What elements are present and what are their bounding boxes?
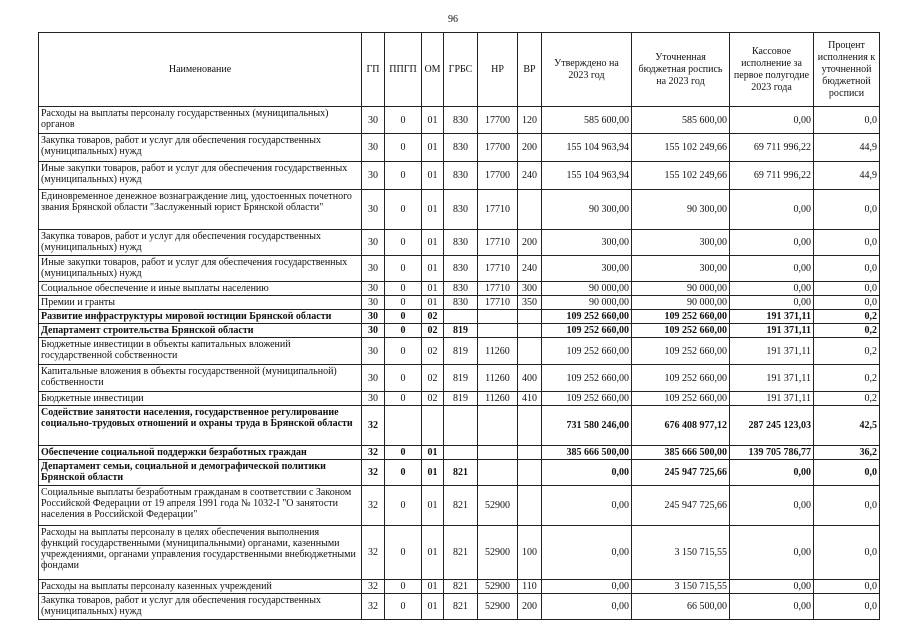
cell-cash: 0,00 <box>730 486 814 526</box>
budget-table <box>38 32 880 620</box>
cell-grbs: 819 <box>444 324 478 338</box>
cell-name: Расходы на выплаты персоналу казенных учреждений <box>39 580 362 594</box>
cell-refined: 155 102 249,66 <box>632 134 730 162</box>
cell-gp: 30 <box>362 134 385 162</box>
table-row <box>39 256 880 282</box>
cell-gp: 32 <box>362 446 385 460</box>
header-grbs: ГРБС <box>444 33 478 107</box>
cell-nr: 17710 <box>478 230 518 256</box>
cell-om <box>422 406 444 446</box>
cell-percent: 42,5 <box>814 406 880 446</box>
table-row <box>39 230 880 256</box>
cell-refined: 385 666 500,00 <box>632 446 730 460</box>
cell-percent: 0,0 <box>814 526 880 580</box>
cell-percent: 0,2 <box>814 324 880 338</box>
cell-nr: 52900 <box>478 486 518 526</box>
cell-om: 01 <box>422 446 444 460</box>
cell-refined: 90 300,00 <box>632 190 730 230</box>
cell-percent: 44,9 <box>814 134 880 162</box>
cell-ppgp <box>385 406 422 446</box>
cell-grbs: 830 <box>444 256 478 282</box>
cell-grbs: 821 <box>444 580 478 594</box>
cell-refined: 109 252 660,00 <box>632 365 730 392</box>
cell-cash: 0,00 <box>730 526 814 580</box>
cell-grbs <box>444 310 478 324</box>
table-row <box>39 392 880 406</box>
table-row <box>39 296 880 310</box>
header-ppgp: ППГП <box>385 33 422 107</box>
cell-approved: 90 000,00 <box>542 282 632 296</box>
cell-ppgp: 0 <box>385 190 422 230</box>
cell-gp: 32 <box>362 460 385 486</box>
cell-vr: 240 <box>518 162 542 190</box>
cell-gp: 30 <box>362 256 385 282</box>
cell-ppgp: 0 <box>385 460 422 486</box>
cell-om: 02 <box>422 324 444 338</box>
cell-name: Бюджетные инвестиции <box>39 392 362 406</box>
cell-vr: 110 <box>518 580 542 594</box>
cell-ppgp: 0 <box>385 580 422 594</box>
cell-refined: 109 252 660,00 <box>632 392 730 406</box>
cell-grbs: 830 <box>444 282 478 296</box>
table-row <box>39 594 880 620</box>
header-name: Наименование <box>39 33 362 107</box>
cell-nr: 17710 <box>478 256 518 282</box>
cell-approved: 731 580 246,00 <box>542 406 632 446</box>
cell-grbs: 830 <box>444 162 478 190</box>
cell-gp: 32 <box>362 580 385 594</box>
cell-refined: 90 000,00 <box>632 296 730 310</box>
cell-vr: 100 <box>518 526 542 580</box>
cell-om: 01 <box>422 486 444 526</box>
cell-vr: 240 <box>518 256 542 282</box>
cell-cash: 0,00 <box>730 296 814 310</box>
cell-ppgp: 0 <box>385 526 422 580</box>
cell-approved: 90 000,00 <box>542 296 632 310</box>
cell-refined: 245 947 725,66 <box>632 460 730 486</box>
cell-om: 01 <box>422 580 444 594</box>
cell-cash: 0,00 <box>730 230 814 256</box>
cell-approved: 0,00 <box>542 580 632 594</box>
cell-nr: 17700 <box>478 107 518 134</box>
table-row <box>39 526 880 580</box>
cell-gp: 30 <box>362 365 385 392</box>
cell-gp: 32 <box>362 406 385 446</box>
cell-gp: 30 <box>362 282 385 296</box>
cell-name: Закупка товаров, работ и услуг для обеспечения государственных (муниципальных) нужд <box>39 594 362 620</box>
cell-cash: 0,00 <box>730 460 814 486</box>
cell-grbs: 830 <box>444 134 478 162</box>
cell-name: Обеспечение социальной поддержки безработных граждан <box>39 446 362 460</box>
cell-vr <box>518 310 542 324</box>
cell-grbs: 830 <box>444 107 478 134</box>
cell-vr <box>518 446 542 460</box>
cell-name: Департамент строительства Брянской области <box>39 324 362 338</box>
cell-cash: 69 711 996,22 <box>730 162 814 190</box>
header-cash: Кассовое исполнение за первое полугодие 2023 года <box>730 33 814 107</box>
cell-percent: 0,2 <box>814 392 880 406</box>
cell-om: 02 <box>422 338 444 365</box>
cell-vr: 410 <box>518 392 542 406</box>
cell-om: 01 <box>422 460 444 486</box>
table-row <box>39 460 880 486</box>
cell-nr: 11260 <box>478 338 518 365</box>
table-row <box>39 310 880 324</box>
cell-grbs <box>444 446 478 460</box>
cell-nr <box>478 446 518 460</box>
table-header-row <box>39 33 880 107</box>
cell-vr: 400 <box>518 365 542 392</box>
cell-om: 02 <box>422 392 444 406</box>
cell-ppgp: 0 <box>385 324 422 338</box>
table-body <box>39 107 880 620</box>
cell-refined: 109 252 660,00 <box>632 338 730 365</box>
cell-nr: 17710 <box>478 296 518 310</box>
cell-ppgp: 0 <box>385 134 422 162</box>
cell-cash: 0,00 <box>730 190 814 230</box>
cell-grbs: 830 <box>444 230 478 256</box>
cell-ppgp: 0 <box>385 282 422 296</box>
header-refined: Уточненная бюджетная роспись на 2023 год <box>632 33 730 107</box>
cell-nr: 52900 <box>478 594 518 620</box>
cell-grbs <box>444 406 478 446</box>
cell-percent: 0,0 <box>814 282 880 296</box>
cell-name: Содействие занятости населения, государственное регулирование социально-трудовых отношений и охраны труда в Брянской области <box>39 406 362 446</box>
cell-nr <box>478 324 518 338</box>
cell-name: Закупка товаров, работ и услуг для обеспечения государственных (муниципальных) нужд <box>39 134 362 162</box>
cell-gp: 30 <box>362 107 385 134</box>
cell-om: 02 <box>422 310 444 324</box>
cell-approved: 109 252 660,00 <box>542 392 632 406</box>
cell-grbs: 821 <box>444 460 478 486</box>
cell-grbs: 821 <box>444 526 478 580</box>
cell-nr: 17710 <box>478 190 518 230</box>
cell-vr: 200 <box>518 134 542 162</box>
table-row <box>39 486 880 526</box>
header-gp: ГП <box>362 33 385 107</box>
cell-cash: 0,00 <box>730 580 814 594</box>
cell-percent: 0,2 <box>814 310 880 324</box>
cell-vr <box>518 190 542 230</box>
cell-ppgp: 0 <box>385 365 422 392</box>
cell-nr: 11260 <box>478 365 518 392</box>
cell-cash: 139 705 786,77 <box>730 446 814 460</box>
cell-refined: 155 102 249,66 <box>632 162 730 190</box>
cell-nr: 17710 <box>478 282 518 296</box>
cell-gp: 30 <box>362 392 385 406</box>
cell-approved: 585 600,00 <box>542 107 632 134</box>
cell-cash: 0,00 <box>730 594 814 620</box>
cell-percent: 0,0 <box>814 580 880 594</box>
cell-nr: 17700 <box>478 134 518 162</box>
cell-gp: 30 <box>362 338 385 365</box>
header-percent: Процент исполнения к уточненной бюджетной росписи <box>814 33 880 107</box>
cell-cash: 191 371,11 <box>730 310 814 324</box>
cell-grbs: 830 <box>444 190 478 230</box>
cell-approved: 109 252 660,00 <box>542 338 632 365</box>
table-row <box>39 107 880 134</box>
cell-name: Иные закупки товаров, работ и услуг для обеспечения государственных (муниципальных) нужд <box>39 256 362 282</box>
cell-cash: 69 711 996,22 <box>730 134 814 162</box>
header-vr: ВР <box>518 33 542 107</box>
cell-name: Развитие инфраструктуры мировой юстиции Брянской области <box>39 310 362 324</box>
table-row <box>39 134 880 162</box>
cell-nr: 52900 <box>478 526 518 580</box>
cell-ppgp: 0 <box>385 162 422 190</box>
cell-vr: 200 <box>518 594 542 620</box>
cell-ppgp: 0 <box>385 107 422 134</box>
cell-refined: 300,00 <box>632 256 730 282</box>
cell-percent: 0,0 <box>814 230 880 256</box>
cell-refined: 3 150 715,55 <box>632 580 730 594</box>
cell-approved: 155 104 963,94 <box>542 162 632 190</box>
cell-approved: 0,00 <box>542 594 632 620</box>
cell-grbs: 819 <box>444 365 478 392</box>
cell-vr <box>518 406 542 446</box>
cell-refined: 90 000,00 <box>632 282 730 296</box>
cell-approved: 0,00 <box>542 526 632 580</box>
cell-nr: 52900 <box>478 580 518 594</box>
cell-vr: 300 <box>518 282 542 296</box>
cell-vr <box>518 460 542 486</box>
cell-om: 01 <box>422 134 444 162</box>
cell-name: Расходы на выплаты персоналу в целях обеспечения выполнения функций государственными (муниципальными) органами, казенными учреждениями, органами управления государственными внебюджетными фондами <box>39 526 362 580</box>
cell-refined: 585 600,00 <box>632 107 730 134</box>
header-approved: Утверждено на 2023 год <box>542 33 632 107</box>
cell-gp: 30 <box>362 230 385 256</box>
cell-nr <box>478 406 518 446</box>
cell-approved: 109 252 660,00 <box>542 310 632 324</box>
cell-grbs: 821 <box>444 594 478 620</box>
cell-ppgp: 0 <box>385 446 422 460</box>
cell-vr: 200 <box>518 230 542 256</box>
table-row <box>39 446 880 460</box>
cell-gp: 30 <box>362 310 385 324</box>
cell-approved: 109 252 660,00 <box>542 324 632 338</box>
cell-cash: 191 371,11 <box>730 392 814 406</box>
cell-approved: 385 666 500,00 <box>542 446 632 460</box>
cell-ppgp: 0 <box>385 310 422 324</box>
cell-grbs: 821 <box>444 486 478 526</box>
cell-percent: 36,2 <box>814 446 880 460</box>
cell-ppgp: 0 <box>385 486 422 526</box>
cell-grbs: 830 <box>444 296 478 310</box>
cell-refined: 109 252 660,00 <box>632 324 730 338</box>
cell-cash: 191 371,11 <box>730 365 814 392</box>
cell-om: 01 <box>422 594 444 620</box>
cell-om: 01 <box>422 296 444 310</box>
cell-name: Иные закупки товаров, работ и услуг для обеспечения государственных (муниципальных) нужд <box>39 162 362 190</box>
cell-om: 01 <box>422 190 444 230</box>
cell-gp: 32 <box>362 486 385 526</box>
cell-nr <box>478 310 518 324</box>
cell-gp: 30 <box>362 296 385 310</box>
cell-percent: 0,0 <box>814 594 880 620</box>
table-row <box>39 406 880 446</box>
cell-cash: 0,00 <box>730 107 814 134</box>
cell-name: Расходы на выплаты персоналу государственных (муниципальных) органов <box>39 107 362 134</box>
cell-om: 01 <box>422 282 444 296</box>
cell-cash: 0,00 <box>730 256 814 282</box>
cell-cash: 191 371,11 <box>730 324 814 338</box>
table-row <box>39 282 880 296</box>
cell-name: Департамент семьи, социальной и демографической политики Брянской области <box>39 460 362 486</box>
cell-approved: 90 300,00 <box>542 190 632 230</box>
cell-cash: 191 371,11 <box>730 338 814 365</box>
cell-percent: 44,9 <box>814 162 880 190</box>
cell-name: Капитальные вложения в объекты государственной (муниципальной) собственности <box>39 365 362 392</box>
cell-approved: 155 104 963,94 <box>542 134 632 162</box>
cell-vr <box>518 338 542 365</box>
cell-ppgp: 0 <box>385 296 422 310</box>
cell-percent: 0,2 <box>814 365 880 392</box>
cell-om: 01 <box>422 256 444 282</box>
table-row <box>39 324 880 338</box>
cell-om: 01 <box>422 526 444 580</box>
cell-nr: 17700 <box>478 162 518 190</box>
cell-name: Бюджетные инвестиции в объекты капитальных вложений государственной собственности <box>39 338 362 365</box>
table-row <box>39 162 880 190</box>
cell-om: 02 <box>422 365 444 392</box>
page-number: 96 <box>448 14 458 25</box>
cell-name: Социальное обеспечение и иные выплаты населению <box>39 282 362 296</box>
header-nr: НР <box>478 33 518 107</box>
cell-percent: 0,0 <box>814 486 880 526</box>
table-row <box>39 338 880 365</box>
cell-refined: 245 947 725,66 <box>632 486 730 526</box>
cell-percent: 0,0 <box>814 190 880 230</box>
cell-name: Единовременное денежное вознаграждение лиц, удостоенных почетного звания Брянской области "Заслуженный юрист Брянской области" <box>39 190 362 230</box>
cell-name: Премии и гранты <box>39 296 362 310</box>
cell-om: 01 <box>422 107 444 134</box>
cell-nr: 11260 <box>478 392 518 406</box>
cell-grbs: 819 <box>444 338 478 365</box>
cell-ppgp: 0 <box>385 338 422 365</box>
cell-ppgp: 0 <box>385 594 422 620</box>
cell-grbs: 819 <box>444 392 478 406</box>
cell-om: 01 <box>422 162 444 190</box>
cell-ppgp: 0 <box>385 256 422 282</box>
cell-vr: 350 <box>518 296 542 310</box>
cell-name: Социальные выплаты безработным гражданам в соответствии с Законом Российской Федерации от 19 апреля 1991 года № 1032-I "О занятости населения в Российской Федерации" <box>39 486 362 526</box>
cell-cash: 287 245 123,03 <box>730 406 814 446</box>
cell-approved: 0,00 <box>542 460 632 486</box>
cell-refined: 676 408 977,12 <box>632 406 730 446</box>
cell-refined: 3 150 715,55 <box>632 526 730 580</box>
cell-refined: 66 500,00 <box>632 594 730 620</box>
cell-ppgp: 0 <box>385 392 422 406</box>
cell-gp: 32 <box>362 594 385 620</box>
cell-approved: 109 252 660,00 <box>542 365 632 392</box>
cell-vr <box>518 486 542 526</box>
cell-name: Закупка товаров, работ и услуг для обеспечения государственных (муниципальных) нужд <box>39 230 362 256</box>
cell-gp: 30 <box>362 190 385 230</box>
cell-nr <box>478 460 518 486</box>
cell-percent: 0,2 <box>814 338 880 365</box>
cell-vr <box>518 324 542 338</box>
cell-approved: 300,00 <box>542 256 632 282</box>
cell-ppgp: 0 <box>385 230 422 256</box>
cell-refined: 109 252 660,00 <box>632 310 730 324</box>
cell-gp: 30 <box>362 324 385 338</box>
cell-vr: 120 <box>518 107 542 134</box>
cell-cash: 0,00 <box>730 282 814 296</box>
table-row <box>39 365 880 392</box>
cell-percent: 0,0 <box>814 107 880 134</box>
cell-gp: 30 <box>362 162 385 190</box>
cell-percent: 0,0 <box>814 296 880 310</box>
cell-refined: 300,00 <box>632 230 730 256</box>
header-om: ОМ <box>422 33 444 107</box>
table-row <box>39 190 880 230</box>
cell-approved: 0,00 <box>542 486 632 526</box>
cell-percent: 0,0 <box>814 460 880 486</box>
cell-gp: 32 <box>362 526 385 580</box>
cell-percent: 0,0 <box>814 256 880 282</box>
table-row <box>39 580 880 594</box>
cell-approved: 300,00 <box>542 230 632 256</box>
cell-om: 01 <box>422 230 444 256</box>
